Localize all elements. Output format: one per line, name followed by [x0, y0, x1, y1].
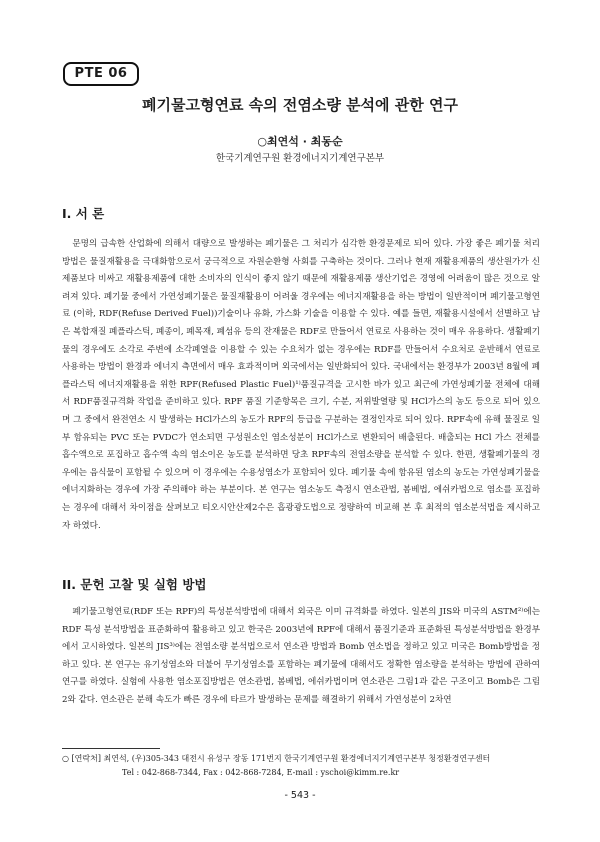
- author-list: ○최연석 · 최동순: [257, 135, 343, 148]
- footnote-contact: Tel : 042-868-7344, Fax : 042-868-7284, E-mail : yschoi@kimm.re.kr: [122, 768, 400, 777]
- footnote-address: ○ [연락처] 최연석, (우)305-343 대전시 유성구 장동 171번지 한국기계연구원 환경에너지기계연구본부 청정환경연구센터: [62, 754, 491, 763]
- footnote-divider: [62, 748, 160, 749]
- methods-body: [62, 604, 540, 710]
- affiliation: 한국기계연구원 환경에너지기계연구본부: [215, 153, 385, 164]
- section-heading-introduction: I. 서 론: [62, 206, 105, 221]
- paper-title: 폐기물고형연료 속의 전염소량 분석에 관한 연구: [142, 96, 458, 114]
- paragraph: 문명의 급속한 산업화에 의해서 대량으로 발생하는 폐기물은 그 처리가 심각한 환경문제로 되어 있다. 가장 좋은 폐기물 처리방법은 물질재활용을 극대화함으로서 궁극적으로 자원순환형 사회를 구축하는 것이다. 그러나 현재 재활용제품의 생산원가가 신제품보다 비싸고 재활용제품에 대한 소비자의 인식이 좋지 않기 때문에 재활용제품 생산기업은 경영에 어려움이 많은 것으로 알려져 있다. 폐기물 중에서 가연성폐기물은 물질재활용이 어려울 경우에는 에너지재활용을 하는 방법이 일반적이며 폐기물고형연료 (이하, RDF(Refuse Derived Fuel))기술이나 유화, 가스화 기술을 이용할 수 있다. 예를 들면, 재활용시설에서 선별하고 남은 복합재질 폐플라스틱, 폐종이, 폐목재, 폐섬유 등의 잔재물은 RDF로 만들어서 연료로 사용하는 것이 매우 유용하다. 생활폐기물의 경우에도 소각로 주변에 소각폐열을 이용할 수 있는 수요처가 없는 경우에는 RDF를 만들어서 수요처로 운반해서 연료로 사용하는 방법이 환경과 에너지 측면에서 매우 효과적이며 외국에서는 일반화되어 있다. 국내에서는 환경부가 2003년 8월에 폐플라스틱 에너지재활용을 위한 RPF(Refused Plastic Fuel)¹⁾품질규격을 고시한 바가 있고 최근에 가연성폐기물 전체에 대해서 RDF품질규격화 작업을 준비하고 있다. RPF 품질 기준항목은 크기, 수분, 저위발열량 및 HCl가스의 농도 등으로 되어 있으며 그 중에서 완전연소 시 발생하는 HCl가스의 농도가 RPF의 등급을 구분하는 결정인자로 되어 있다. RPF속에 유해 물질로 일부 함유되는 PVC 또는 PVDC가 연소되면 구성원소인 염소성분이 HCl가스로 변환되어 배출된다. 배출되는 HCl 가스 전체를 흡수액으로 포집하고 흡수액 속의 염소이온 농도를 분석하면 당초 RPF속의 전염소량을 분석할 수 있다. 한편, 생활폐기물의 경우에는 음식물이 포함될 수 있으며 이 경우에는 수용성염소가 포함되어 있다. 폐기물 속에 함유된 염소의 농도는 가연성폐기물을 에너지화하는 경우에 가장 주의해야 하는 부분이다. 본 연구는 염소농도 측정시 연소관법, 봄베법, 에쉬카법으로 염소를 포집하는 경우에 대해서 차이점을 살펴보고 티오시안산제2수은 흡광광도법으로 정량하여 비교해 본 후 최적의 염소분석법을 제시하고자 하였다.: [62, 239, 541, 531]
- paper-code-badge: PTE 06: [63, 62, 139, 86]
- contact-footnote: [62, 752, 540, 780]
- introduction-body: [62, 236, 540, 535]
- paragraph: 폐기물고형연료(RDF 또는 RPF)의 특성분석방법에 대해서 외국은 이미 규격화를 하였다. 일본의 JIS와 미국의 ASTM²⁾에는 RDF 특성 분석방법을 표준화하여 활용하고 있고 한국은 2003년에 RPF에 대해서 품질기준과 표준화된 특성분석방법을 환경부에서 고시하였다. 일본의 JIS³⁾에는 전염소량 분석법으로서 연소관 방법과 Bomb 연소법을 정하고 있고 미국은 Bomb방법을 정하고 있다. 본 연구는 유기성염소와 더불어 무기성염소를 포함하는 폐기물에 대해서도 정확한 염소량을 분석하는 방법에 관하여 연구를 하였다. 실험에 사용한 염소포집방법은 연소관법, 봄베법, 에쉬카법이며 연소관은 그림1과 같은 구조이고 Bomb은 그림2와 같다. 연소관은 분해 속도가 빠른 경우에 타르가 발생하는 문제를 해결하기 위해서 가연성분이 2차연: [62, 607, 540, 705]
- page-number: - 543 -: [284, 790, 316, 801]
- section-heading-methods: II. 문헌 고찰 및 실험 방법: [62, 577, 207, 592]
